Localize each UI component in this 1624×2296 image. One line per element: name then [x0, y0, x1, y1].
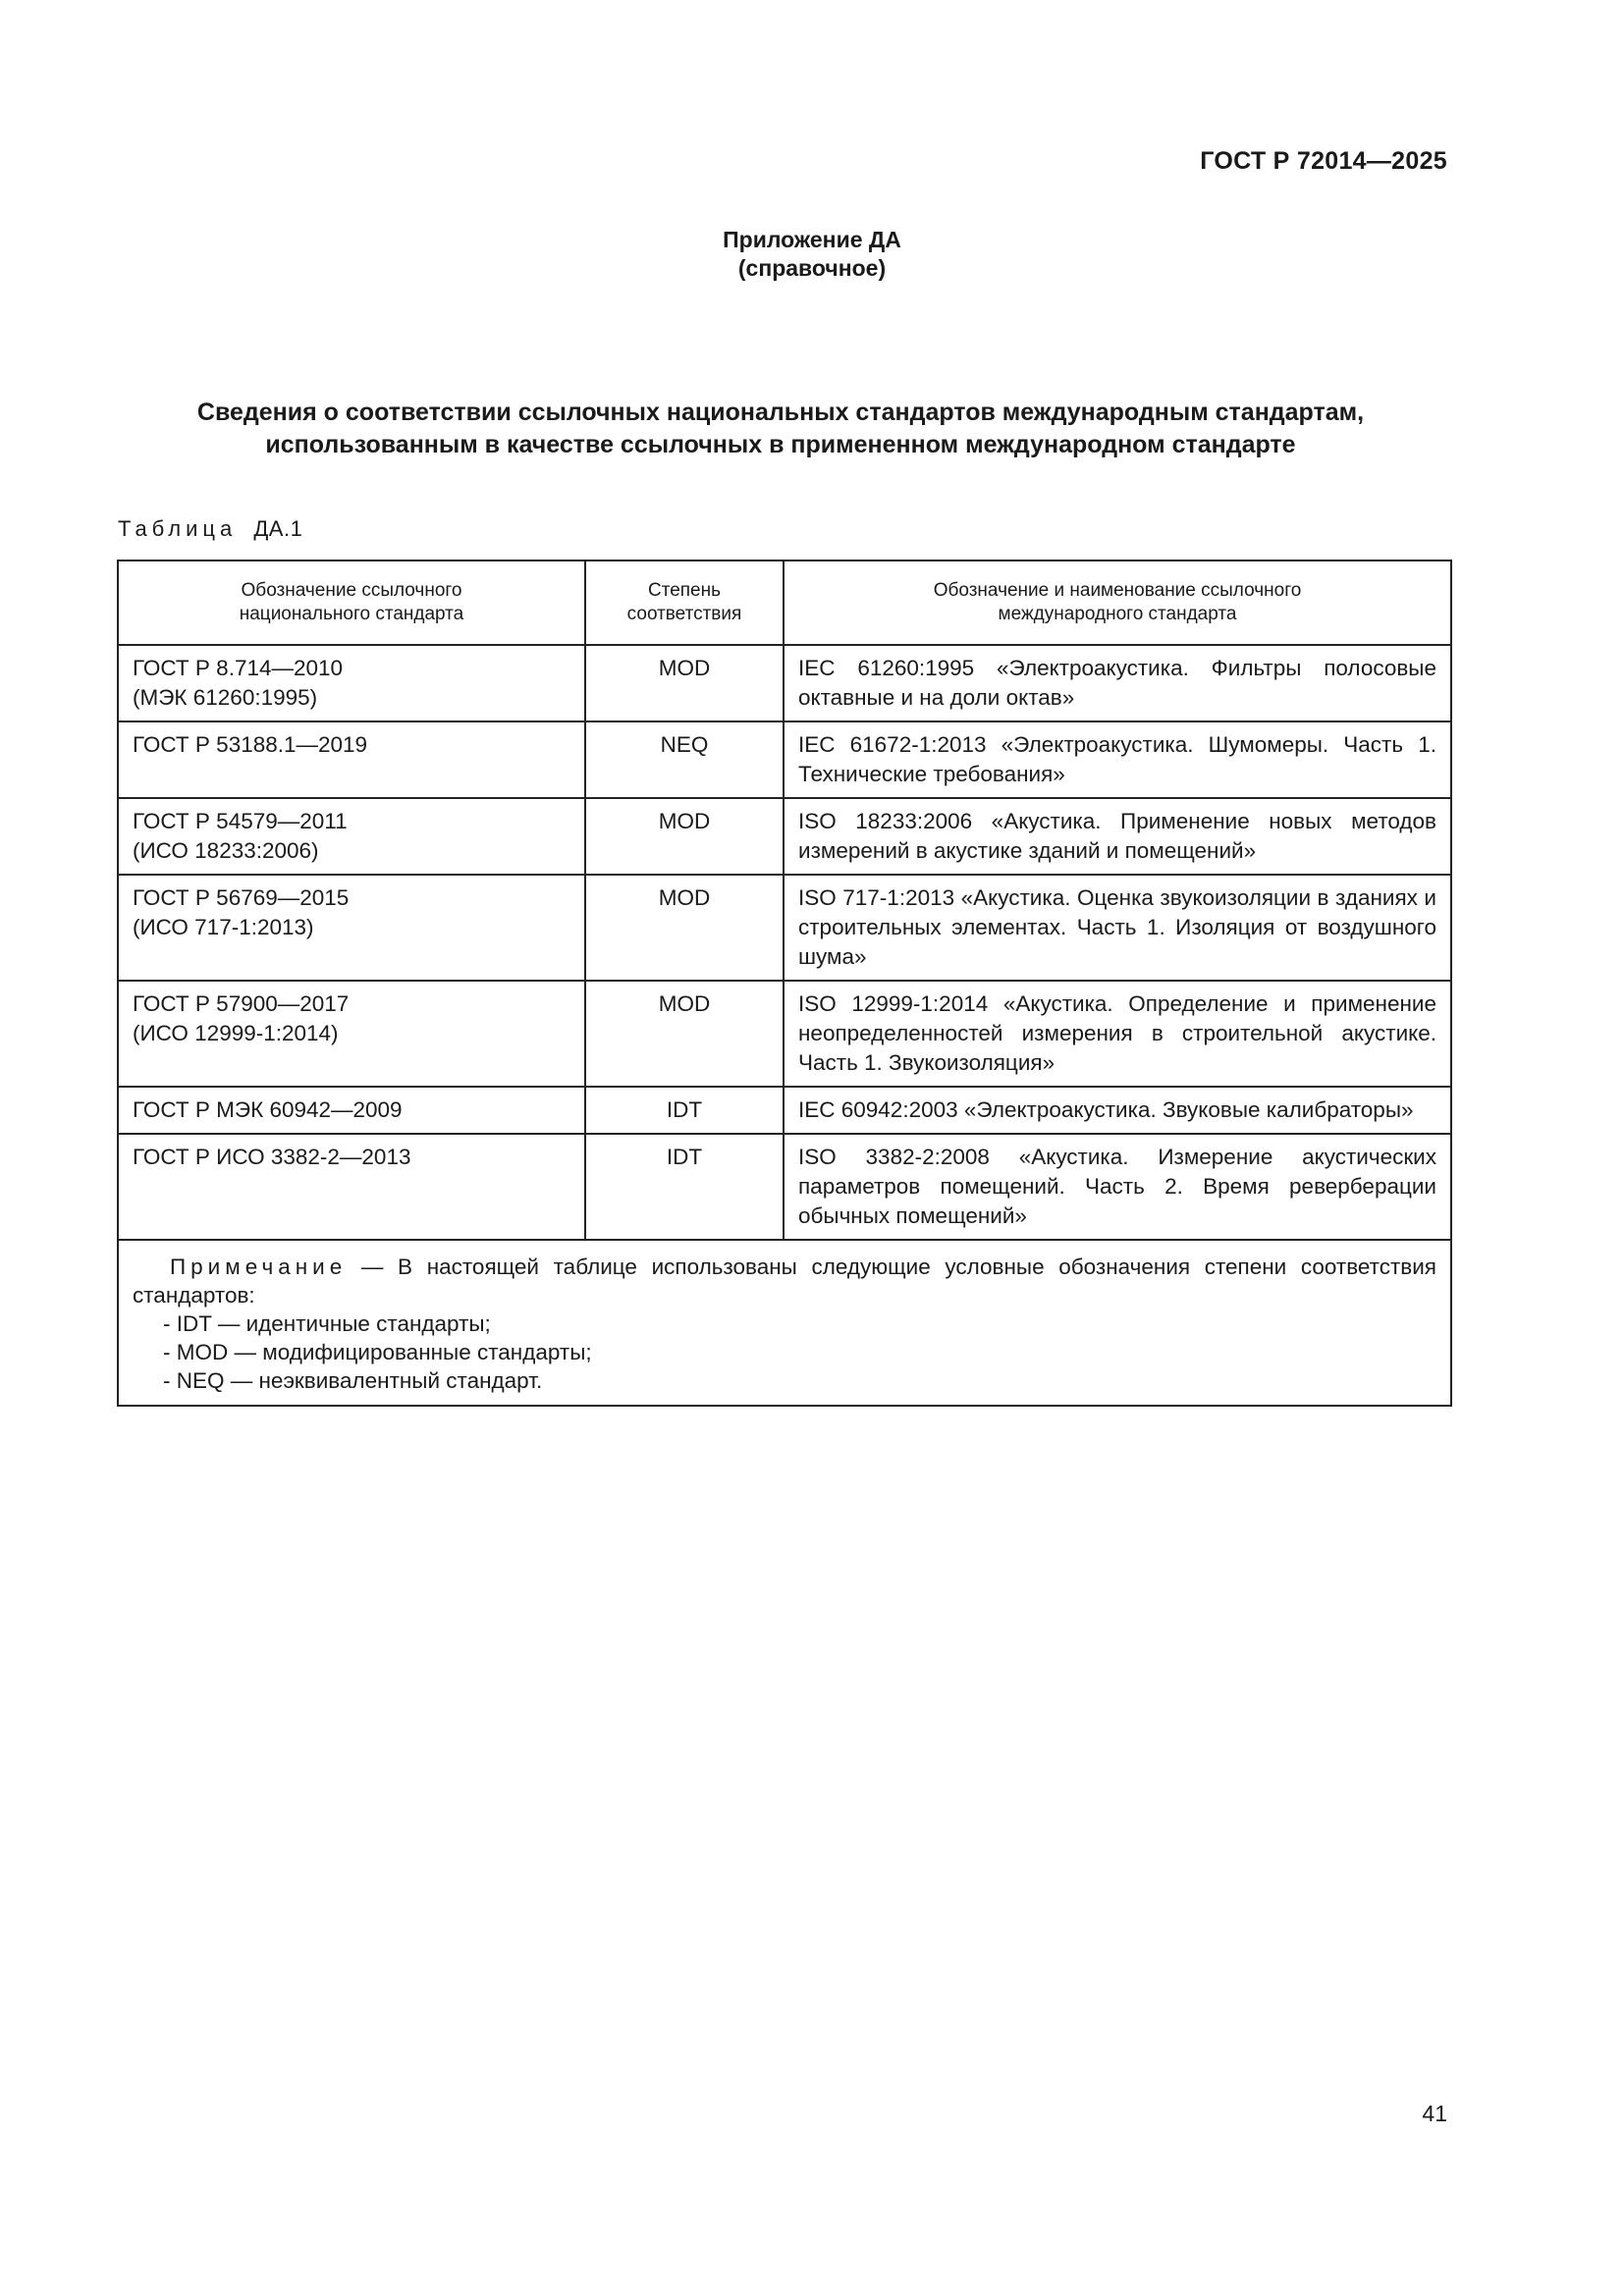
note-text: [133, 1253, 1436, 1309]
national-standard-cell: ГОСТ Р МЭК 60942—2009: [118, 1087, 585, 1134]
table-note: [118, 1240, 1451, 1406]
note-label: Примечание: [170, 1255, 348, 1279]
table-row: [118, 1087, 1451, 1134]
note-body: — В настоящей таблице использованы следующие условные обозначения степени соответствия стандартов:: [133, 1255, 1436, 1308]
appendix-subtitle: (справочное): [737, 255, 887, 281]
header-international-standard: Обозначение и наименование ссылочного международного стандарта: [784, 561, 1451, 645]
standards-correspondence-table: [117, 560, 1452, 1407]
international-standard-cell: ISO 18233:2006 «Акустика. Применение новых методов измерений в акустике зданий и помещений»: [784, 798, 1451, 875]
national-standard-cell: ГОСТ Р 56769—2015 (ИСО 717-1:2013): [118, 875, 585, 981]
table-row: [118, 875, 1451, 981]
international-standard-cell: ISO 3382-2:2008 «Акустика. Измерение акустических параметров помещений. Часть 2. Время реверберации обычных помещений»: [784, 1134, 1451, 1240]
international-standard-cell: IEC 61672-1:2013 «Электроакустика. Шумомеры. Часть 1. Технические требования»: [784, 721, 1451, 798]
national-standard-cell: ГОСТ Р 57900—2017 (ИСО 12999-1:2014): [118, 981, 585, 1087]
degree-cell: NEQ: [585, 721, 784, 798]
table-row: [118, 1134, 1451, 1240]
header-degree: Степень соответствия: [585, 561, 784, 645]
page-number: 41: [1422, 2101, 1447, 2126]
national-standard-cell: ГОСТ Р 8.714—2010 (МЭК 61260:1995): [118, 645, 585, 721]
note-list-item: - NEQ — неэквивалентный стандарт.: [163, 1368, 543, 1393]
international-standard-cell: IEC 61260:1995 «Электроакустика. Фильтры полосовые октавные и на доли октав»: [784, 645, 1451, 721]
table-row: [118, 721, 1451, 798]
appendix-heading: [0, 226, 1624, 283]
degree-cell: MOD: [585, 875, 784, 981]
degree-cell: IDT: [585, 1134, 784, 1240]
table-caption: [118, 516, 302, 542]
table-note-row: [118, 1240, 1451, 1406]
national-standard-cell: ГОСТ Р ИСО 3382-2—2013: [118, 1134, 585, 1240]
degree-cell: MOD: [585, 798, 784, 875]
table-row: [118, 798, 1451, 875]
national-standard-cell: ГОСТ Р 53188.1—2019: [118, 721, 585, 798]
degree-cell: MOD: [585, 981, 784, 1087]
table-header-row: [118, 561, 1451, 645]
section-title-line: использованным в качестве ссылочных в примененном международном стандарте: [265, 431, 1296, 458]
international-standard-cell: ISO 12999-1:2014 «Акустика. Определение и применение неопределенностей измерения в строительной акустике. Часть 1. Звукоизоляция»: [784, 981, 1451, 1087]
table-caption-label: Таблица: [118, 516, 238, 541]
note-list-item: - MOD — модифицированные стандарты;: [163, 1340, 592, 1364]
table-row: [118, 645, 1451, 721]
section-title: [108, 397, 1453, 461]
international-standard-cell: ISO 717-1:2013 «Акустика. Оценка звукоизоляции в зданиях и строительных элементах. Часть 1. Изоляция от воздушного шума»: [784, 875, 1451, 981]
international-standard-cell: IEC 60942:2003 «Электроакустика. Звуковые калибраторы»: [784, 1087, 1451, 1134]
header-national-standard: Обозначение ссылочного национального стандарта: [118, 561, 585, 645]
degree-cell: MOD: [585, 645, 784, 721]
appendix-title: Приложение ДА: [723, 227, 901, 252]
degree-cell: IDT: [585, 1087, 784, 1134]
table-row: [118, 981, 1451, 1087]
section-title-line: Сведения о соответствии ссылочных национальных стандартов международным стандартам,: [196, 399, 1365, 426]
national-standard-cell: ГОСТ Р 54579—2011 (ИСО 18233:2006): [118, 798, 585, 875]
document-code: ГОСТ Р 72014—2025: [1200, 147, 1447, 175]
table-caption-number: ДА.1: [253, 516, 303, 541]
note-list-item: - IDT — идентичные стандарты;: [163, 1311, 491, 1336]
